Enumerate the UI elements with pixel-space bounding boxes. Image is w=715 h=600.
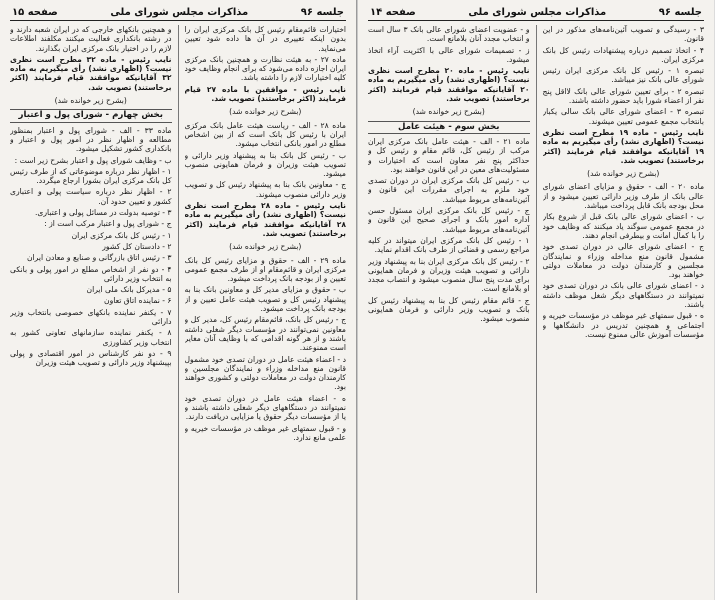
paragraph: و - عضویت اعضای شورای عالی بانک ۳ سال است و انتخاب مجدد آنان بلامانع است. <box>368 25 530 44</box>
reading-note: (بشرح زیر خوانده شد) <box>229 242 302 252</box>
paragraph: ج - رئیس کل بانک مرکزی ایران مسئول حسن اداره امور بانک و اجرای صحیح این قانون و آئین‌نامه‌های مربوط میباشد. <box>368 206 530 234</box>
page-number: صفحه ۱۴ <box>370 6 416 18</box>
right-page <box>357 0 714 600</box>
paragraph: ۱ - رئیس کل بانک مرکزی ایران میتواند در کلیه مراجع رسمی و قضائی از طرف بانک اقدام نماید. <box>368 235 530 255</box>
page-number: صفحه ۱۵ <box>12 6 58 18</box>
section-heading: بخش سوم - هیئت عامل <box>368 121 530 134</box>
reading-note: (بشرح زیر خوانده شد) <box>229 107 302 117</box>
paragraph: ز - تصمیمات شورای عالی با اکثریت آراء اتخاذ میشود. <box>368 45 530 64</box>
running-title: مذاکرات مجلس شورای ملی <box>110 6 249 18</box>
paragraph: نایب رئیس - ماده ۱۹ مطرح است نظری نیست؟ (اظهاری نشد) رأی میگیریم به ماده ۱۹ آقایانیکه موافقند قیام فرمایند (اکثر برخاستند) تصویب شد. <box>542 127 704 165</box>
paragraph: ج - معاونین بانک بنا به پیشنهاد رئیس کل و تصویب وزیر دارائی منصوب میشوند. <box>184 180 346 199</box>
paragraph: ۷ - یکنفر نماینده بانکهای خصوصی بانتخاب وزیر دارائی <box>10 307 172 327</box>
paragraph: ه - قبول سمتهای غیر موظف در مؤسسات خیریه و اجتماعی و همچنین تدریس در دانشگاهها و مؤسسات آموزش عالی ممنوع نیست. <box>542 311 704 339</box>
paragraph: ماده ۲۱ - الف - هیئت عامل بانک مرکزی ایران مرکب از رئیس کل، قائم مقام و رئیس کل و حداکثر پنج نفر معاون است که اختیارات و مسئولیت‌های معین در این قانون خواهند بود. <box>368 136 530 174</box>
paragraph: ۲ - اظهار نظر درباره سیاست پولی و اعتباری کشور و تعیین حدود آن. <box>10 187 172 206</box>
section-heading: بخش چهارم - شورای پول و اعتبار <box>10 109 172 122</box>
paragraph: ۳ - رئیس اتاق بازرگانی و صنایع و معادن ایران <box>26 253 172 263</box>
left-page-columns <box>10 25 346 593</box>
paragraph: تبصره ۲ - برای تعیین شورای عالی بانک لااقل پنج نفر از اعضاء شورا باید حضور داشته باشند. <box>542 86 704 106</box>
paragraph: ۹ - دو نفر کارشناس در امور اقتصادی و پولی بپیشنهاد وزیر دارائی و تصویب هیئت وزیران <box>10 348 172 368</box>
paragraph: ماده ۳۳ - الف - شورای پول و اعتبار بمنظور مطالعه و اظهار نظر در امور پول و اعتبار و بانکداری کشور تشکیل میشود. <box>10 125 172 154</box>
session-label: جلسه ۹۶ <box>300 6 344 18</box>
paragraph: ۳ - رسیدگی و تصویب آئین‌نامه‌های مذکور در این قانون. <box>542 25 704 44</box>
paragraph: ب - حقوق و مزایای مدیر کل و معاونین بانک بنا به پیشنهاد رئیس کل و تصویب هیئت عامل تعیین و از بودجه بانک پرداخت میشود. <box>184 285 346 314</box>
paragraph: و همچنین بانکهای خارجی که در ایران شعبه دارند و در رشته بانکداری فعالیت میکنند مکلفند اطلاعات لازم را در اختیار بانک مرکزی ایران بگذارند. <box>10 25 172 53</box>
paragraph: ۱ - اظهار نظر درباره موضوعاتی که از طرف رئیس کل بانک مرکزی ایران بشورا ارجاع میگردد. <box>10 166 172 186</box>
paragraph: ه - اعضاء هیئت عامل در دوران تصدی خود نمیتوانند در دستگاههای دیگر شغلی داشته باشند و یا از مؤسسات دیگر حقوق یا مزایایی دریافت دارند. <box>184 393 346 422</box>
paragraph: ب - اعضای شورای عالی بانک قبل از شروع بکار در مجمع عمومی سوگند یاد میکنند که وظایف خود را با کمال امانت و بیطرفی انجام دهند. <box>542 212 704 240</box>
paragraph: نایب رئیس - ماده ۲۰ مطرح است نظری نیست؟ (اظهاری نشد) رأی میگیریم به ماده ۲۰ آقایانیکه موافقند قیام فرمایند (اکثر برخاستند) تصویب شد. <box>368 66 530 104</box>
paragraph: ماده ۲۷ - به هیئت نظارت و همچنین بانک مرکزی ایران اجازه داده می‌شود که برای انجام وظایف خود کلیه اختیارات لازم را داشته باشد. <box>184 54 346 83</box>
paragraph: ۲ - دادستان کل کشور <box>102 241 172 251</box>
paragraph: ۴ - اتخاذ تصمیم درباره پیشنهادات رئیس کل بانک مرکزی ایران. <box>542 45 704 64</box>
paragraph: تبصره ۳ - اعضای شورای عالی بانک سالی یکبار بانتخاب مجمع عمومی تعیین میشوند. <box>542 107 704 126</box>
paragraph: ۵ - مدیرکل بانک ملی ایران <box>86 285 172 295</box>
right-page-columns <box>368 25 704 593</box>
paragraph: اختیارات قائم‌مقام رئیس کل بانک مرکزی ایران را بدون اینکه تغییری در آن ها داده شود تعیین می‌نماید. <box>184 25 346 53</box>
right-page-header <box>368 4 704 21</box>
paragraph: نایب رئیس - موافقین با ماده ۲۷ قیام فرمایند (اکثر برخاستند) تصویب شد. <box>184 84 346 104</box>
paragraph: ۴ - دو نفر از اشخاص مطلع در امور پولی و بانکی به انتخاب وزیر دارائی <box>10 264 172 283</box>
paragraph: نایب رئیس - ماده ۳۲ مطرح است نظری نیست؟ (اظهاری نشد) رأی میگیریم به ماده ۳۲ آقایانیکه موافقند قیام فرمایند (اکثر برخاستند) تصویب شد. <box>10 54 172 92</box>
right-page-left-column <box>368 25 530 593</box>
reading-note: (بشرح زیر خوانده شد) <box>412 107 485 117</box>
paragraph: د - اعضاء هیئت عامل در دوران تصدی خود مشمول قانون منع مداخله وزراء و نمایندگان مجلسین و کارمندان دولت در معاملات دولتی و کشوری خواهند بود. <box>184 354 346 392</box>
paragraph: تبصره ۱ - رئیس کل بانک مرکزی ایران رئیس شورای عالی بانک نیز میباشد. <box>542 66 704 85</box>
paragraph: ج - قائم مقام رئیس کل بنا به پیشنهاد رئیس کل بانک و تصویب وزیر دارائی و فرمان همایونی منصوب میشود. <box>368 295 530 324</box>
column-divider <box>536 25 537 593</box>
left-page-header <box>10 4 346 21</box>
left-page <box>0 0 357 600</box>
paragraph: ماده ۲۸ - الف - ریاست هیئت عامل بانک مرکزی ایران با رئیس کل بانک است که از بین اشخاص مطلع در امور بانکی انتخاب میشود. <box>184 120 346 149</box>
reading-note: (بشرح زیر خوانده شد) <box>54 96 127 106</box>
paragraph: ۲ - رئیس کل بانک مرکزی ایران بنا به پیشنهاد وزیر دارائی و تصویب هیئت وزیران و فرمان همایونی برای مدت پنج سال منصوب میشود و انتصاب مجدد او بلامانع است. <box>368 256 530 294</box>
paragraph: ۱ - رئیس کل بانک مرکزی ایران <box>71 230 172 240</box>
paragraph: ب - وظایف شورای پول و اعتبار بشرح زیر است : <box>14 155 172 165</box>
left-page-right-column <box>185 25 347 593</box>
paragraph: ج - رئیس کل بانک، قائم‌مقام رئیس کل، مدیر کل و معاونین نمی‌توانند در مؤسسات دیگر شغلی داشته باشند و از هر گونه اقدامی که با وظایف آنان مغایر است ممنوعند. <box>184 315 346 353</box>
paragraph: ب - رئیس کل بانک بنا به پیشنهاد وزیر دارائی و تصویب هیئت وزیران و فرمان همایونی منصوب میشود. <box>184 150 346 179</box>
paragraph: د - اعضای شورای عالی بانک در دوران تصدی خود نمیتوانند در دستگاههای دیگر شغل موظف داشته باشند. <box>542 281 704 310</box>
session-label: جلسه ۹۶ <box>658 6 702 18</box>
running-title: مذاکرات مجلس شورای ملی <box>468 6 607 18</box>
paragraph: ماده ۲۰ - الف - حقوق و مزایای اعضای شورای عالی بانک از طرف وزیر دارائی تعیین میشود و از محل بودجه بانک قابل پرداخت میباشد. <box>542 182 704 211</box>
paragraph: ۳ - توصیه بدولت در مسائل پولی و اعتباری. <box>34 208 172 218</box>
paragraph: و - قبول سمتهای غیر موظف در مؤسسات خیریه و علمی مانع ندارد. <box>184 423 346 442</box>
paragraph: نایب رئیس - ماده ۲۸ مطرح است نظری نیست؟ (اظهاری نشد) رأی میگیریم به ماده ۲۸ آقایانیکه موافقند قیام فرمایند (اکثر برخاستند) تصویب شد. <box>184 201 346 238</box>
right-page-right-column <box>543 25 705 593</box>
paragraph: ب - رئیس کل بانک مرکزی ایران در دوران تصدی خود ملزم به اجرای مقررات این قانون و آئین‌نامه‌های مربوط میباشد. <box>368 176 530 204</box>
left-page-left-column <box>10 25 172 593</box>
column-divider <box>178 25 179 593</box>
paragraph: ماده ۲۹ - الف - حقوق و مزایای رئیس کل بانک مرکزی ایران و قائم‌مقام او از طرف مجمع عمومی تعیین و از بودجه بانک پرداخت میشود. <box>184 255 346 284</box>
paragraph: ۶ - نماینده اتاق تعاون <box>104 296 172 306</box>
paragraph: ج - اعضای شورای عالی در دوران تصدی خود مشمول قانون منع مداخله وزراء و نمایندگان مجلسین و کارمندان دولت در معاملات دولتی خواهند بود. <box>542 242 704 280</box>
reading-note: (بشرح زیر خوانده شد) <box>587 169 660 179</box>
paragraph: ۸ - یکنفر نماینده سازمانهای تعاونی کشور به انتخاب وزیر کشاورزی <box>10 328 172 347</box>
paragraph: ج - شورای پول و اعتبار مرکب است از : <box>44 219 172 229</box>
